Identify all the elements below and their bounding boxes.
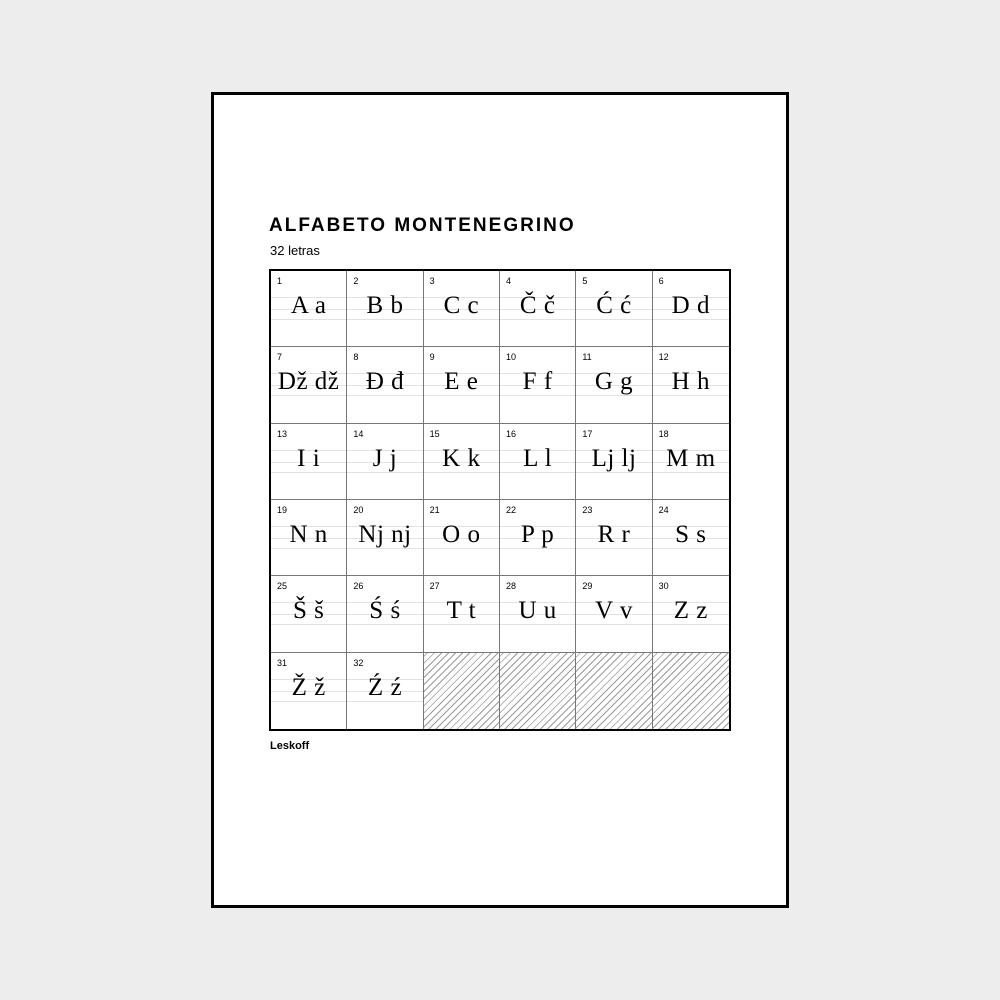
letter-number: 3 xyxy=(429,276,435,286)
empty-hatched-cell xyxy=(576,653,652,729)
letter-cell xyxy=(271,271,347,347)
letter-number: 10 xyxy=(506,352,517,363)
letter-number: 27 xyxy=(429,581,440,592)
letter-number: 2 xyxy=(353,276,359,286)
letter-glyph: T t xyxy=(446,597,477,625)
letter-number: 7 xyxy=(277,352,283,363)
letter-cell xyxy=(576,424,652,500)
letter-number: 14 xyxy=(353,428,364,439)
letter-glyph: Z z xyxy=(673,597,708,625)
letter-glyph: Dž dž xyxy=(277,368,340,396)
letter-glyph: U u xyxy=(518,597,557,625)
empty-hatched-cell xyxy=(653,653,729,729)
letter-glyph: S s xyxy=(675,521,707,548)
letter-number: 12 xyxy=(658,352,669,363)
letter-cell xyxy=(347,271,423,347)
empty-hatched-cell xyxy=(500,653,576,729)
letter-cell xyxy=(424,576,500,652)
poster-title: ALFABETO MONTENEGRINO xyxy=(269,215,576,236)
letter-cell xyxy=(347,500,423,576)
letter-glyph: G g xyxy=(594,368,634,396)
letter-glyph: A a xyxy=(290,292,327,319)
letter-number: 21 xyxy=(429,505,440,515)
letter-glyph: L l xyxy=(523,444,553,472)
letter-cell xyxy=(347,653,423,729)
letter-cell xyxy=(653,576,729,652)
letter-cell xyxy=(271,347,347,423)
letter-cell xyxy=(500,347,576,423)
letter-glyph: C c xyxy=(443,292,480,319)
letter-cell xyxy=(347,424,423,500)
letter-number: 5 xyxy=(582,276,588,286)
letter-number: 22 xyxy=(506,505,517,515)
letter-cell xyxy=(576,500,652,576)
letter-cell xyxy=(653,424,729,500)
letter-number: 23 xyxy=(582,505,593,515)
letter-cell xyxy=(500,271,576,347)
letter-number: 24 xyxy=(658,505,669,515)
brand-name: Leskoff xyxy=(270,740,310,752)
letter-glyph: H h xyxy=(671,368,710,396)
letter-cell xyxy=(424,500,500,576)
letter-cell xyxy=(576,347,652,423)
letter-glyph: V v xyxy=(595,597,633,625)
letter-cell xyxy=(500,576,576,652)
letter-glyph: Ź ź xyxy=(367,673,403,701)
letter-glyph: Ć ć xyxy=(596,292,632,319)
letter-cell xyxy=(424,347,500,423)
letter-number: 13 xyxy=(277,428,288,439)
letter-number: 16 xyxy=(506,428,517,439)
letter-number: 9 xyxy=(429,352,435,363)
letter-glyph: D d xyxy=(671,292,710,319)
letter-number: 15 xyxy=(429,428,440,439)
alphabet-grid xyxy=(269,269,731,731)
letter-glyph: Nj nj xyxy=(358,521,412,548)
letter-cell xyxy=(271,500,347,576)
letter-glyph: O o xyxy=(442,521,481,548)
letter-cell xyxy=(271,424,347,500)
letter-number: 25 xyxy=(277,581,288,592)
poster-subtitle: 32 letras xyxy=(270,243,320,258)
letter-number: 6 xyxy=(658,276,664,286)
letter-number: 29 xyxy=(582,581,593,592)
letter-number: 28 xyxy=(506,581,517,592)
letter-cell xyxy=(500,500,576,576)
letter-cell xyxy=(576,576,652,652)
letter-number: 18 xyxy=(658,428,669,439)
letter-cell xyxy=(347,347,423,423)
letter-cell xyxy=(271,576,347,652)
letter-glyph: E e xyxy=(444,368,479,396)
letter-number: 19 xyxy=(277,505,288,515)
letter-cell xyxy=(424,424,500,500)
letter-number: 31 xyxy=(277,657,288,668)
letter-glyph: Đ đ xyxy=(365,368,405,396)
letter-number: 8 xyxy=(353,352,359,363)
letter-glyph: Č č xyxy=(519,292,556,319)
letter-glyph: Š š xyxy=(292,597,325,625)
letter-cell xyxy=(653,347,729,423)
letter-cell xyxy=(271,653,347,729)
letter-glyph: I i xyxy=(297,444,321,472)
letter-number: 20 xyxy=(353,505,364,515)
letter-number: 4 xyxy=(506,276,512,286)
letter-number: 26 xyxy=(353,581,364,592)
letter-number: 30 xyxy=(658,581,669,592)
letter-cell xyxy=(424,271,500,347)
letter-cell xyxy=(653,500,729,576)
letter-glyph: Ś ś xyxy=(369,597,401,625)
letter-number: 32 xyxy=(353,657,364,668)
letter-glyph: J j xyxy=(372,444,398,472)
letter-cell xyxy=(653,271,729,347)
empty-hatched-cell xyxy=(424,653,500,729)
letter-glyph: B b xyxy=(366,292,404,319)
letter-number: 1 xyxy=(277,276,283,286)
letter-glyph: M m xyxy=(666,444,716,472)
letter-cell xyxy=(347,576,423,652)
letter-glyph: Ž ž xyxy=(291,673,326,701)
letter-glyph: P p xyxy=(521,521,555,548)
letter-glyph: K k xyxy=(442,444,481,472)
letter-number: 11 xyxy=(582,352,592,363)
letter-glyph: Lj lj xyxy=(591,444,637,472)
letter-cell xyxy=(500,424,576,500)
letter-glyph: R r xyxy=(597,521,631,548)
letter-glyph: F f xyxy=(522,368,553,396)
letter-cell xyxy=(576,271,652,347)
letter-glyph: N n xyxy=(289,521,328,548)
letter-number: 17 xyxy=(582,428,593,439)
